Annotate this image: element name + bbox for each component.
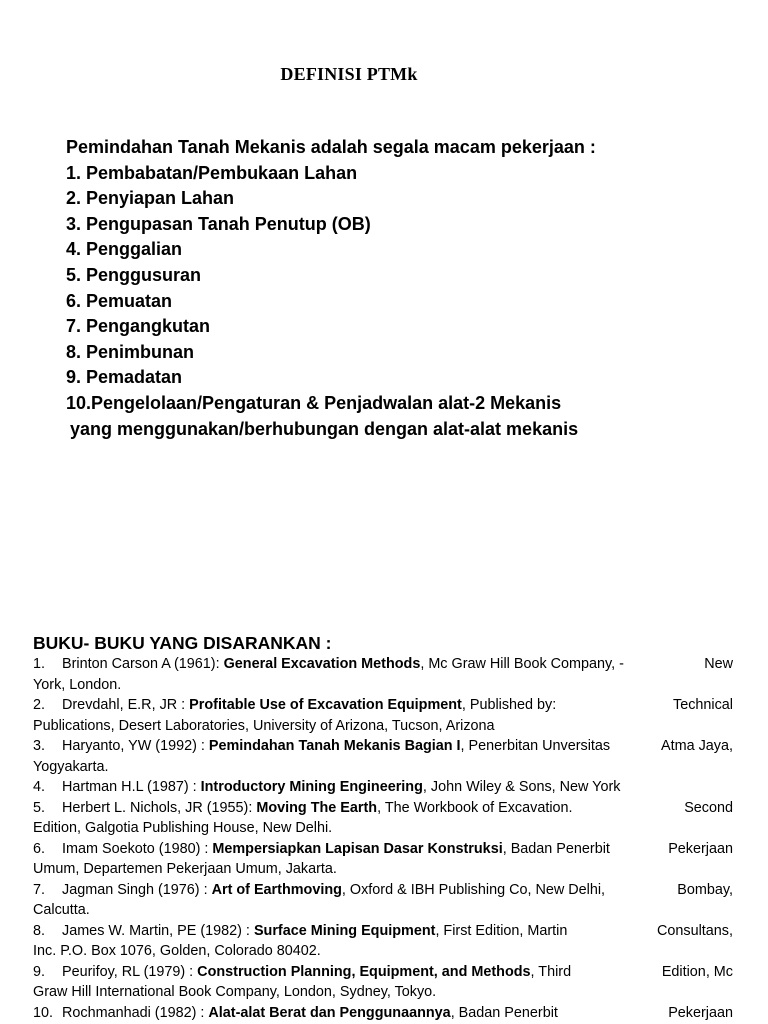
definition-closing: yang menggunakan/berhubungan dengan alat-alat mekanis (70, 418, 579, 439)
book-details-continued: Graw Hill International Book Company, London, Sydney, Tokyo. (33, 984, 437, 1000)
book-details-right: Atma Jaya, (661, 738, 733, 754)
book-details: , Published by: (461, 697, 557, 713)
book-author: Herbert L. Nichols, JR (1955): (62, 799, 257, 816)
definition-item: 2. Penyiapan Lahan (66, 188, 235, 209)
book-author: James W. Martin, PE (1982) : (62, 922, 254, 939)
book-author: Rochmanhadi (1982) : (62, 1004, 209, 1021)
book-details-continued: Umum, Departemen Pekerjaan Umum, Jakarta. (33, 861, 337, 877)
book-details-continued: Edition, Galgotia Publishing House, New Delhi. (33, 820, 333, 836)
book-item (33, 962, 733, 1003)
book-details-right: Consultans, (657, 922, 733, 939)
book-number: 2. (33, 697, 46, 713)
definition-intro: Pemindahan Tanah Mekanis adalah segala macam pekerjaan : (66, 137, 596, 157)
definition-item: 6. Pemuatan (66, 290, 173, 311)
book-title: General Excavation Methods (223, 656, 421, 672)
book-details: , Penerbitan Unversitas (460, 738, 611, 754)
definition-item: 5. Penggusuran (66, 264, 202, 285)
book-title: Art of Earthmoving (211, 881, 342, 898)
book-details-right: Technical (673, 697, 733, 713)
definition-item: 7. Pengangkutan (66, 316, 211, 337)
book-author: Peurifoy, RL (1979) : (62, 963, 198, 980)
book-number: 8. (33, 922, 46, 939)
book-author: Haryanto, YW (1992) : (62, 738, 209, 754)
book-item (33, 839, 733, 880)
book-title: Alat-alat Berat dan Penggunaannya (208, 1004, 451, 1021)
book-item (33, 777, 733, 798)
book-details: , John Wiley & Sons, New York (422, 779, 621, 795)
book-number: 1. (33, 656, 46, 672)
book-item (33, 654, 733, 695)
book-title: Moving The Earth (256, 799, 378, 816)
book-details: , Oxford & IBH Publishing Co, New Delhi, (341, 881, 606, 898)
book-details-right: Bombay, (677, 881, 733, 898)
book-details-continued: York, London. (33, 676, 122, 693)
book-number: 6. (33, 840, 46, 857)
book-item (33, 695, 733, 736)
book-details: , First Edition, Martin (435, 922, 568, 939)
book-item (33, 1003, 733, 1024)
definition-item: 4. Penggalian (66, 239, 183, 260)
book-author: Brinton Carson A (1961): (62, 656, 224, 672)
definition-block (66, 135, 746, 442)
definition-item: 1. Pembabatan/Pembukaan Lahan (66, 162, 358, 183)
book-number: 10. (33, 1004, 54, 1021)
book-author: Drevdahl, E.R, JR : (62, 697, 190, 713)
book-number: 3. (33, 738, 46, 754)
book-author: Imam Soekoto (1980) : (62, 840, 213, 857)
book-details: , Third (530, 963, 572, 980)
books-heading: BUKU- BUKU YANG DISARANKAN : (33, 633, 332, 653)
book-details-right: Pekerjaan (668, 1004, 733, 1021)
book-details-continued: Calcutta. (33, 902, 90, 918)
book-details: , Badan Penerbit (450, 1004, 558, 1021)
book-details-right: Pekerjaan (668, 840, 733, 857)
book-title: Pemindahan Tanah Mekanis Bagian I (208, 738, 461, 754)
book-details-right: Edition, Mc (661, 963, 733, 980)
book-number: 5. (33, 799, 46, 816)
book-title: Construction Planning, Equipment, and Methods (197, 963, 531, 980)
definition-item: 10.Pengelolaan/Pengaturan & Penjadwalan alat-2 Mekanis (66, 392, 562, 413)
book-author: Hartman H.L (1987) : (62, 779, 201, 795)
book-details-continued: Publications, Desert Laboratories, University of Arizona, Tucson, Arizona (33, 717, 495, 734)
book-list (33, 654, 733, 1023)
book-number: 7. (33, 881, 46, 898)
book-title: Profitable Use of Excavation Equipment (189, 697, 462, 713)
page-title: DEFINISI PTMk (280, 64, 418, 84)
book-details-continued: Yogyakarta. (33, 758, 109, 775)
book-details: , Badan Penerbit (502, 840, 610, 857)
book-details: , Mc Graw Hill Book Company, - (420, 656, 624, 672)
book-title: Surface Mining Equipment (253, 922, 436, 939)
book-item (33, 921, 733, 962)
definition-item: 9. Pemadatan (66, 367, 183, 388)
definition-item: 3. Pengupasan Tanah Penutup (OB) (66, 213, 371, 234)
book-author: Jagman Singh (1976) : (62, 881, 212, 898)
book-details-right: New (704, 656, 733, 672)
book-item (33, 798, 733, 839)
book-details-continued: Inc. P.O. Box 1076, Golden, Colorado 80402. (33, 943, 321, 959)
book-title: Introductory Mining Engineering (200, 779, 423, 795)
book-title: Mempersiapkan Lapisan Dasar Konstruksi (212, 840, 503, 857)
definition-item: 8. Penimbunan (66, 341, 195, 362)
book-number: 9. (33, 963, 46, 980)
book-details: , The Workbook of Excavation. (377, 799, 573, 816)
book-details-right: Second (684, 799, 733, 816)
book-number: 4. (33, 779, 46, 795)
book-item (33, 736, 733, 777)
recommended-books-section (33, 632, 733, 1023)
book-item (33, 880, 733, 921)
